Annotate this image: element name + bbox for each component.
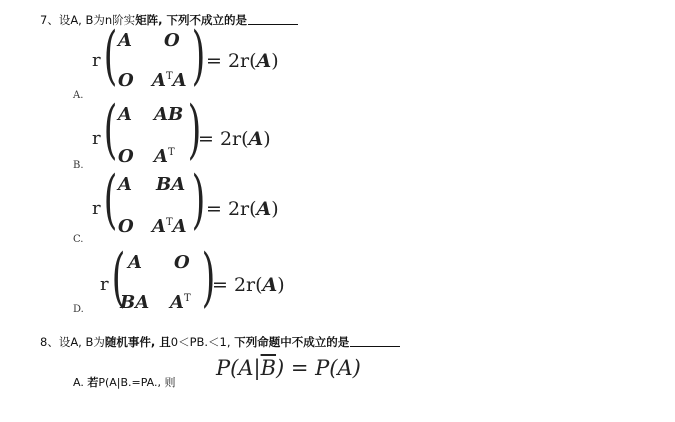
q8-bold-text-1: 随机事件, 且 — [104, 335, 171, 349]
q7-bold-text: 矩阵, 下列不成立的是 — [135, 13, 248, 27]
matrix-cell-top-left: A — [118, 104, 132, 125]
question-7-stem — [40, 12, 298, 28]
right-paren: ) — [187, 93, 202, 167]
formula-rhs: = 2r(A) — [206, 198, 279, 220]
right-paren: ) — [191, 19, 206, 93]
rank-symbol: r — [92, 50, 101, 71]
q8-option-a-bold: 若 — [87, 376, 99, 389]
matrix-cell-bottom-left: O — [118, 70, 134, 91]
q7-answer-blank — [248, 14, 298, 25]
left-paren: ( — [103, 163, 118, 237]
left-paren: ( — [103, 93, 118, 167]
q8-option-a-formula: $P(A|\overline{B}) = P(A)$ — [216, 356, 361, 380]
q7-prefix: 7、设A, B为n阶实 — [40, 13, 136, 27]
matrix-cell-top-right: O — [174, 252, 190, 273]
q7-option-c-formula — [92, 163, 292, 244]
q8-condition: 0＜PB.＜1, — [170, 335, 231, 349]
formula-rhs: = 2r(A) — [212, 274, 285, 296]
q7-option-c-label: C. — [73, 234, 84, 245]
q8-option-a-label: A. — [73, 376, 84, 389]
q8-option-a-text — [73, 374, 176, 390]
matrix-cell-top-left: A — [118, 30, 132, 51]
q7-option-b-label: B. — [73, 160, 84, 171]
matrix-cell-top-left: A — [118, 174, 132, 195]
right-paren: ) — [191, 163, 206, 237]
matrix-cell-top-right: AB — [154, 104, 184, 125]
matrix-cell-bottom-left: O — [118, 216, 134, 237]
matrix-cell-bottom-left: O — [118, 146, 134, 167]
left-paren: ( — [103, 19, 118, 93]
formula-rhs: = 2r(A) — [198, 128, 271, 150]
q8-prefix: 8、设A, B为 — [40, 335, 105, 349]
q7-option-a-label: A. — [73, 90, 84, 101]
rank-symbol: r — [92, 198, 101, 219]
left-paren: ( — [111, 241, 126, 315]
q8-option-a-condition: P(A|B.=PA., 则 — [98, 376, 176, 389]
q7-option-d-formula — [100, 241, 300, 322]
matrix-cell-bottom-right: $A^TA$ — [152, 70, 187, 91]
matrix-cell-bottom-left: BA — [120, 292, 150, 313]
q7-option-d-label: D. — [73, 304, 84, 315]
matrix-cell-bottom-right: $A^TA$ — [152, 216, 187, 237]
matrix-cell-top-right: O — [164, 30, 180, 51]
matrix-cell-top-left: A — [128, 252, 142, 273]
matrix-cell-top-right: BA — [156, 174, 186, 195]
matrix-cell-bottom-right: $A^T$ — [170, 292, 191, 313]
matrix-cell-bottom-right: $A^T$ — [154, 146, 175, 167]
question-8-stem — [40, 334, 400, 350]
rank-symbol: r — [92, 128, 101, 149]
q8-bold-text-2: 下列命题中不成立的是 — [234, 335, 350, 349]
rank-symbol: r — [100, 274, 109, 295]
q8-answer-blank — [350, 336, 400, 347]
right-paren: ) — [201, 241, 216, 315]
formula-rhs: = 2r(A) — [206, 50, 279, 72]
